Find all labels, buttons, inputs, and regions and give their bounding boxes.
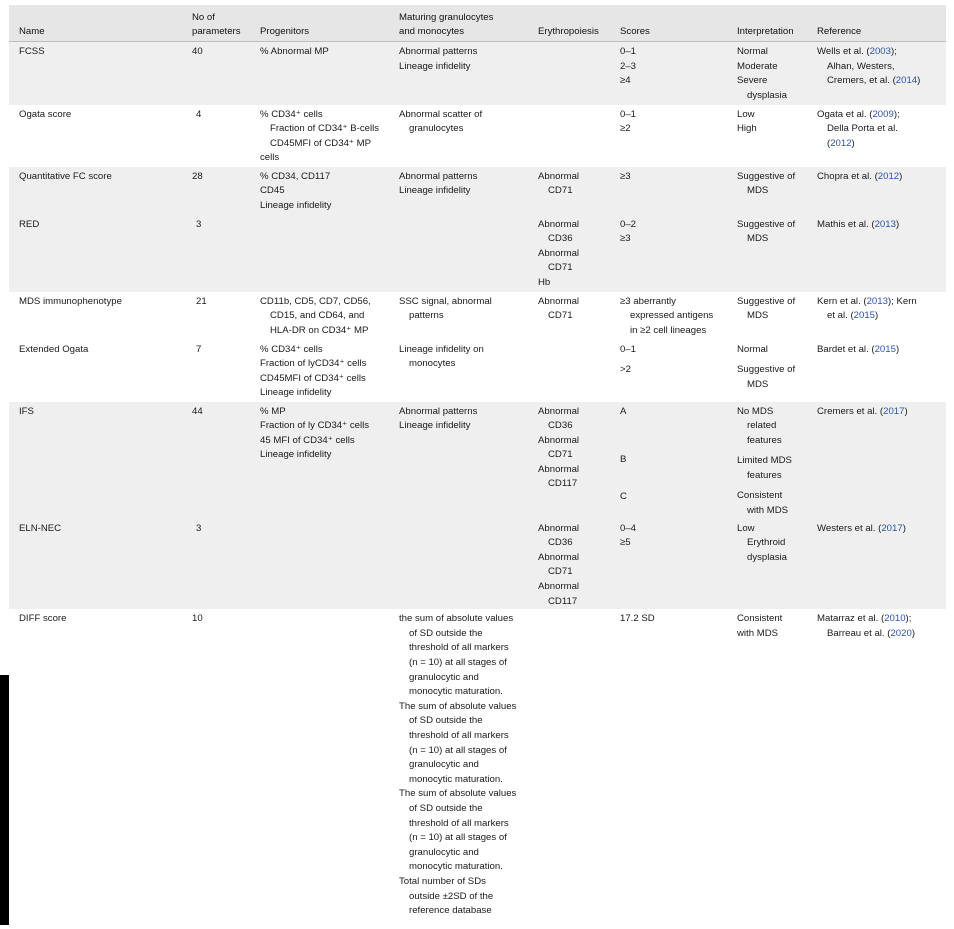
progenitors-line: CD45MFI of CD34⁺ MP	[260, 137, 399, 152]
cell-interp	[737, 340, 817, 402]
maturing-line: Abnormal patterns	[399, 45, 538, 60]
reference-year-link[interactable]: 2013	[867, 296, 888, 307]
cell-params: 40	[192, 42, 260, 105]
interp-line: High	[737, 122, 817, 137]
left-edge-bar	[0, 675, 9, 925]
cell-name: FCSS	[9, 42, 192, 105]
cell-params: 3	[192, 519, 260, 610]
erythro-line: CD71	[538, 309, 620, 324]
cell-interp	[737, 292, 817, 340]
cell-reference	[817, 519, 946, 610]
interp-line: Suggestive of	[737, 295, 817, 310]
header-name: Name	[9, 5, 192, 42]
reference-line: Ogata et al. (2009);	[817, 108, 946, 123]
cell-interp	[737, 215, 817, 292]
reference-line: Kern et al. (2013); Kern	[817, 295, 946, 310]
fc-scores-table	[9, 5, 946, 929]
interp-line: No MDS	[737, 405, 817, 420]
reference-line: Mathis et al. (2013)	[817, 218, 946, 233]
progenitors-line: Fraction of lyCD34⁺ cells	[260, 357, 399, 372]
interp-line: Consistent	[737, 612, 817, 627]
erythro-line: CD117	[538, 477, 620, 492]
cell-params: 21	[192, 292, 260, 340]
scores-line: 0–1	[620, 108, 737, 123]
erythro-line: CD36	[538, 419, 620, 434]
maturing-line: monocytic maturation.	[399, 860, 538, 875]
reference-line: Barreau et al. (2020)	[817, 627, 946, 642]
scores-line: >2	[620, 363, 737, 378]
cell-reference	[817, 105, 946, 167]
maturing-line: SSC signal, abnormal	[399, 295, 538, 310]
interp-line: Severe	[737, 74, 817, 89]
cell-progenitors	[260, 340, 399, 402]
reference-year-link[interactable]: 2003	[870, 46, 891, 57]
header-interpretation: Interpretation	[737, 5, 817, 42]
erythro-line: CD71	[538, 565, 620, 580]
maturing-line: outside ±2SD of the	[399, 890, 538, 905]
scores-line: ≥5	[620, 536, 737, 551]
maturing-line: Lineage infidelity	[399, 184, 538, 199]
maturing-line: granulocytic and	[399, 846, 538, 861]
erythro-line: Abnormal	[538, 247, 620, 262]
progenitors-line: Lineage infidelity	[260, 386, 399, 401]
cell-reference	[817, 340, 946, 402]
cell-erythro	[538, 402, 620, 519]
cell-interp	[737, 42, 817, 105]
interp-line: related	[737, 419, 817, 434]
reference-line: Bardet et al. (2015)	[817, 343, 946, 358]
progenitors-line: Lineage infidelity	[260, 448, 399, 463]
interp-line: Limited MDS	[737, 454, 817, 469]
erythro-line: CD36	[538, 232, 620, 247]
interp-line: Suggestive of	[737, 363, 817, 378]
cell-params: 4	[192, 105, 260, 167]
cell-reference	[817, 402, 946, 519]
scores-line: expressed antigens	[620, 309, 737, 324]
table-row	[9, 167, 946, 215]
maturing-line: granulocytic and	[399, 671, 538, 686]
table-row	[9, 292, 946, 340]
maturing-line: (n = 10) at all stages of	[399, 656, 538, 671]
maturing-line: of SD outside the	[399, 627, 538, 642]
maturing-line: of SD outside the	[399, 714, 538, 729]
cell-reference	[817, 292, 946, 340]
cell-scores	[620, 292, 737, 340]
interp-line: features	[737, 434, 817, 449]
cell-interp	[737, 609, 817, 929]
header-row	[9, 5, 946, 42]
interp-line: features	[737, 469, 817, 484]
progenitors-line: CD11b, CD5, CD7, CD56,	[260, 295, 399, 310]
maturing-line: of SD outside the	[399, 802, 538, 817]
erythro-line: CD117	[538, 595, 620, 610]
cell-scores	[620, 340, 737, 402]
reference-year-link[interactable]: 2017	[883, 406, 904, 417]
interp-line: Low	[737, 108, 817, 123]
cell-interp	[737, 402, 817, 519]
erythro-line: Abnormal	[538, 580, 620, 595]
interp-line: dysplasia	[737, 89, 817, 104]
cell-erythro	[538, 340, 620, 402]
maturing-line: Abnormal patterns	[399, 170, 538, 185]
interp-line: Moderate	[737, 60, 817, 75]
cell-erythro	[538, 292, 620, 340]
reference-year-link[interactable]: 2013	[875, 219, 896, 230]
reference-line: Cremers, et al. (2014)	[817, 74, 946, 89]
cell-maturing	[399, 609, 538, 929]
progenitors-line: Fraction of ly CD34⁺ cells	[260, 419, 399, 434]
erythro-line: CD71	[538, 184, 620, 199]
header-maturing-line: and monocytes	[399, 25, 538, 39]
cell-scores	[620, 519, 737, 610]
maturing-line: monocytic maturation.	[399, 685, 538, 700]
reference-year-link[interactable]: 2017	[881, 523, 902, 534]
maturing-line: granulocytic and	[399, 758, 538, 773]
cell-erythro	[538, 167, 620, 215]
scores-line: 17.2 SD	[620, 612, 737, 627]
interp-line: dysplasia	[737, 551, 817, 566]
maturing-line: Abnormal scatter of	[399, 108, 538, 123]
cell-reference	[817, 215, 946, 292]
table-row	[9, 402, 946, 519]
scores-line: 0–1	[620, 45, 737, 60]
maturing-line: threshold of all markers	[399, 729, 538, 744]
cell-scores	[620, 215, 737, 292]
scores-line: ≥3 aberrantly	[620, 295, 737, 310]
erythro-line: Abnormal	[538, 170, 620, 185]
progenitors-line: % CD34⁺ cells	[260, 343, 399, 358]
scores-line: ≥3	[620, 232, 737, 247]
interp-line: Consistent	[737, 489, 817, 504]
cell-progenitors	[260, 292, 399, 340]
cell-name: IFS	[9, 402, 192, 519]
reference-year-link[interactable]: 2012	[830, 138, 851, 149]
reference-line: Della Porta et al.	[817, 122, 946, 137]
cell-erythro	[538, 105, 620, 167]
erythro-line: Abnormal	[538, 434, 620, 449]
interp-line: Normal	[737, 45, 817, 60]
cell-name: ELN-NEC	[9, 519, 192, 610]
progenitors-line: % CD34, CD117	[260, 170, 399, 185]
cell-progenitors	[260, 519, 399, 610]
reference-line: Alhan, Westers,	[817, 60, 946, 75]
scores-line: ≥4	[620, 74, 737, 89]
scores-line: C	[620, 490, 737, 505]
header-maturing	[399, 5, 538, 42]
reference-year-link[interactable]: 2020	[890, 628, 911, 639]
erythro-line: Hb	[538, 276, 620, 291]
reference-year-link[interactable]: 2012	[878, 171, 899, 182]
cell-name: DIFF score	[9, 609, 192, 929]
cell-params: 10	[192, 609, 260, 929]
maturing-line: (n = 10) at all stages of	[399, 744, 538, 759]
progenitors-line: HLA-DR on CD34⁺ MP	[260, 324, 399, 339]
maturing-line: Abnormal patterns	[399, 405, 538, 420]
cell-params: 28	[192, 167, 260, 215]
cell-maturing	[399, 340, 538, 402]
cell-scores	[620, 42, 737, 105]
reference-line: (2012)	[817, 137, 946, 152]
cell-name: Extended Ogata	[9, 340, 192, 402]
header-params	[192, 5, 260, 42]
interp-line: with MDS	[737, 504, 817, 519]
cell-params: 3	[192, 215, 260, 292]
maturing-line: The sum of absolute values	[399, 787, 538, 802]
cell-maturing	[399, 105, 538, 167]
scores-line: ≥3	[620, 170, 737, 185]
cell-name: Quantitative FC score	[9, 167, 192, 215]
reference-line: Cremers et al. (2017)	[817, 405, 946, 420]
cell-maturing	[399, 292, 538, 340]
reference-year-link[interactable]: 2015	[854, 310, 875, 321]
cell-interp	[737, 167, 817, 215]
cell-erythro	[538, 215, 620, 292]
interp-line: Normal	[737, 343, 817, 358]
interp-line: Suggestive of	[737, 170, 817, 185]
scores-line: ≥2	[620, 122, 737, 137]
progenitors-line: % CD34⁺ cells	[260, 108, 399, 123]
scores-line: 0–4	[620, 522, 737, 537]
cell-reference	[817, 609, 946, 929]
cell-erythro	[538, 42, 620, 105]
cell-progenitors	[260, 42, 399, 105]
scores-line: 0–1	[620, 343, 737, 358]
maturing-line: the sum of absolute values	[399, 612, 538, 627]
erythro-line: CD71	[538, 448, 620, 463]
reference-year-link[interactable]: 2014	[896, 75, 917, 86]
reference-line: Matarraz et al. (2010);	[817, 612, 946, 627]
scores-line: in ≥2 cell lineages	[620, 324, 737, 339]
scores-line: A	[620, 405, 737, 420]
maturing-line: (n = 10) at all stages of	[399, 831, 538, 846]
cell-progenitors	[260, 215, 399, 292]
cell-maturing	[399, 215, 538, 292]
cell-maturing	[399, 402, 538, 519]
reference-year-link[interactable]: 2015	[875, 344, 896, 355]
scores-line: B	[620, 453, 737, 468]
cell-interp	[737, 105, 817, 167]
progenitors-line: Fraction of CD34⁺ B-cells	[260, 122, 399, 137]
interp-line: MDS	[737, 378, 817, 393]
interp-line: Erythroid	[737, 536, 817, 551]
table-row	[9, 340, 946, 402]
cell-progenitors	[260, 402, 399, 519]
maturing-line: monocytes	[399, 357, 538, 372]
erythro-line: Abnormal	[538, 218, 620, 233]
header-params-line: No of	[192, 11, 260, 25]
cell-progenitors	[260, 167, 399, 215]
header-erythropoiesis: Erythropoiesis	[538, 5, 620, 42]
cell-params: 7	[192, 340, 260, 402]
maturing-line: The sum of absolute values	[399, 700, 538, 715]
progenitors-line: % Abnormal MP	[260, 45, 399, 60]
cell-progenitors	[260, 609, 399, 929]
progenitors-line: 45 MFI of CD34⁺ cells	[260, 434, 399, 449]
table-body	[9, 42, 946, 929]
maturing-line: patterns	[399, 309, 538, 324]
cell-name: Ogata score	[9, 105, 192, 167]
interp-line: MDS	[737, 184, 817, 199]
maturing-line: threshold of all markers	[399, 817, 538, 832]
interp-line: Suggestive of	[737, 218, 817, 233]
maturing-line: granulocytes	[399, 122, 538, 137]
maturing-line: Lineage infidelity on	[399, 343, 538, 358]
reference-line: et al. (2015)	[817, 309, 946, 324]
cell-scores	[620, 167, 737, 215]
maturing-line: Lineage infidelity	[399, 419, 538, 434]
cell-name: RED	[9, 215, 192, 292]
header-maturing-line: Maturing granulocytes	[399, 11, 538, 25]
table-row	[9, 42, 946, 105]
cell-interp	[737, 519, 817, 610]
maturing-line: reference database	[399, 904, 538, 919]
cell-name: MDS immunophenotype	[9, 292, 192, 340]
erythro-line: Abnormal	[538, 463, 620, 478]
interp-line: with MDS	[737, 627, 817, 642]
header-progenitors: Progenitors	[260, 5, 399, 42]
progenitors-line: CD45MFI of CD34⁺ cells	[260, 372, 399, 387]
erythro-line: Abnormal	[538, 522, 620, 537]
cell-erythro	[538, 519, 620, 610]
scores-line: 0–2	[620, 218, 737, 233]
maturing-line: Lineage infidelity	[399, 60, 538, 75]
cell-scores	[620, 609, 737, 929]
progenitors-line: cells	[260, 151, 399, 166]
header-scores: Scores	[620, 5, 737, 42]
interp-line: MDS	[737, 232, 817, 247]
cell-reference	[817, 167, 946, 215]
cell-maturing	[399, 519, 538, 610]
table-row	[9, 215, 946, 292]
header-params-line: parameters	[192, 25, 260, 39]
progenitors-line: Lineage infidelity	[260, 199, 399, 214]
maturing-line: Total number of SDs	[399, 875, 538, 890]
reference-year-link[interactable]: 2010	[884, 613, 905, 624]
reference-line: Wells et al. (2003);	[817, 45, 946, 60]
erythro-line: Abnormal	[538, 405, 620, 420]
table-row	[9, 609, 946, 929]
maturing-line: threshold of all markers	[399, 641, 538, 656]
progenitors-line: CD15, and CD64, and	[260, 309, 399, 324]
reference-line: Westers et al. (2017)	[817, 522, 946, 537]
reference-line: Chopra et al. (2012)	[817, 170, 946, 185]
erythro-line: Abnormal	[538, 551, 620, 566]
interp-line: MDS	[737, 309, 817, 324]
header-reference: Reference	[817, 5, 946, 42]
table-row	[9, 105, 946, 167]
cell-progenitors	[260, 105, 399, 167]
progenitors-line: % MP	[260, 405, 399, 420]
cell-erythro	[538, 609, 620, 929]
table-row	[9, 519, 946, 610]
cell-scores	[620, 402, 737, 519]
erythro-line: CD36	[538, 536, 620, 551]
cell-maturing	[399, 42, 538, 105]
progenitors-line: CD45	[260, 184, 399, 199]
scores-line: 2–3	[620, 60, 737, 75]
cell-scores	[620, 105, 737, 167]
erythro-line: Abnormal	[538, 295, 620, 310]
erythro-line: CD71	[538, 261, 620, 276]
cell-reference	[817, 42, 946, 105]
cell-maturing	[399, 167, 538, 215]
maturing-line: monocytic maturation.	[399, 773, 538, 788]
reference-year-link[interactable]: 2009	[872, 109, 893, 120]
cell-params: 44	[192, 402, 260, 519]
interp-line: Low	[737, 522, 817, 537]
